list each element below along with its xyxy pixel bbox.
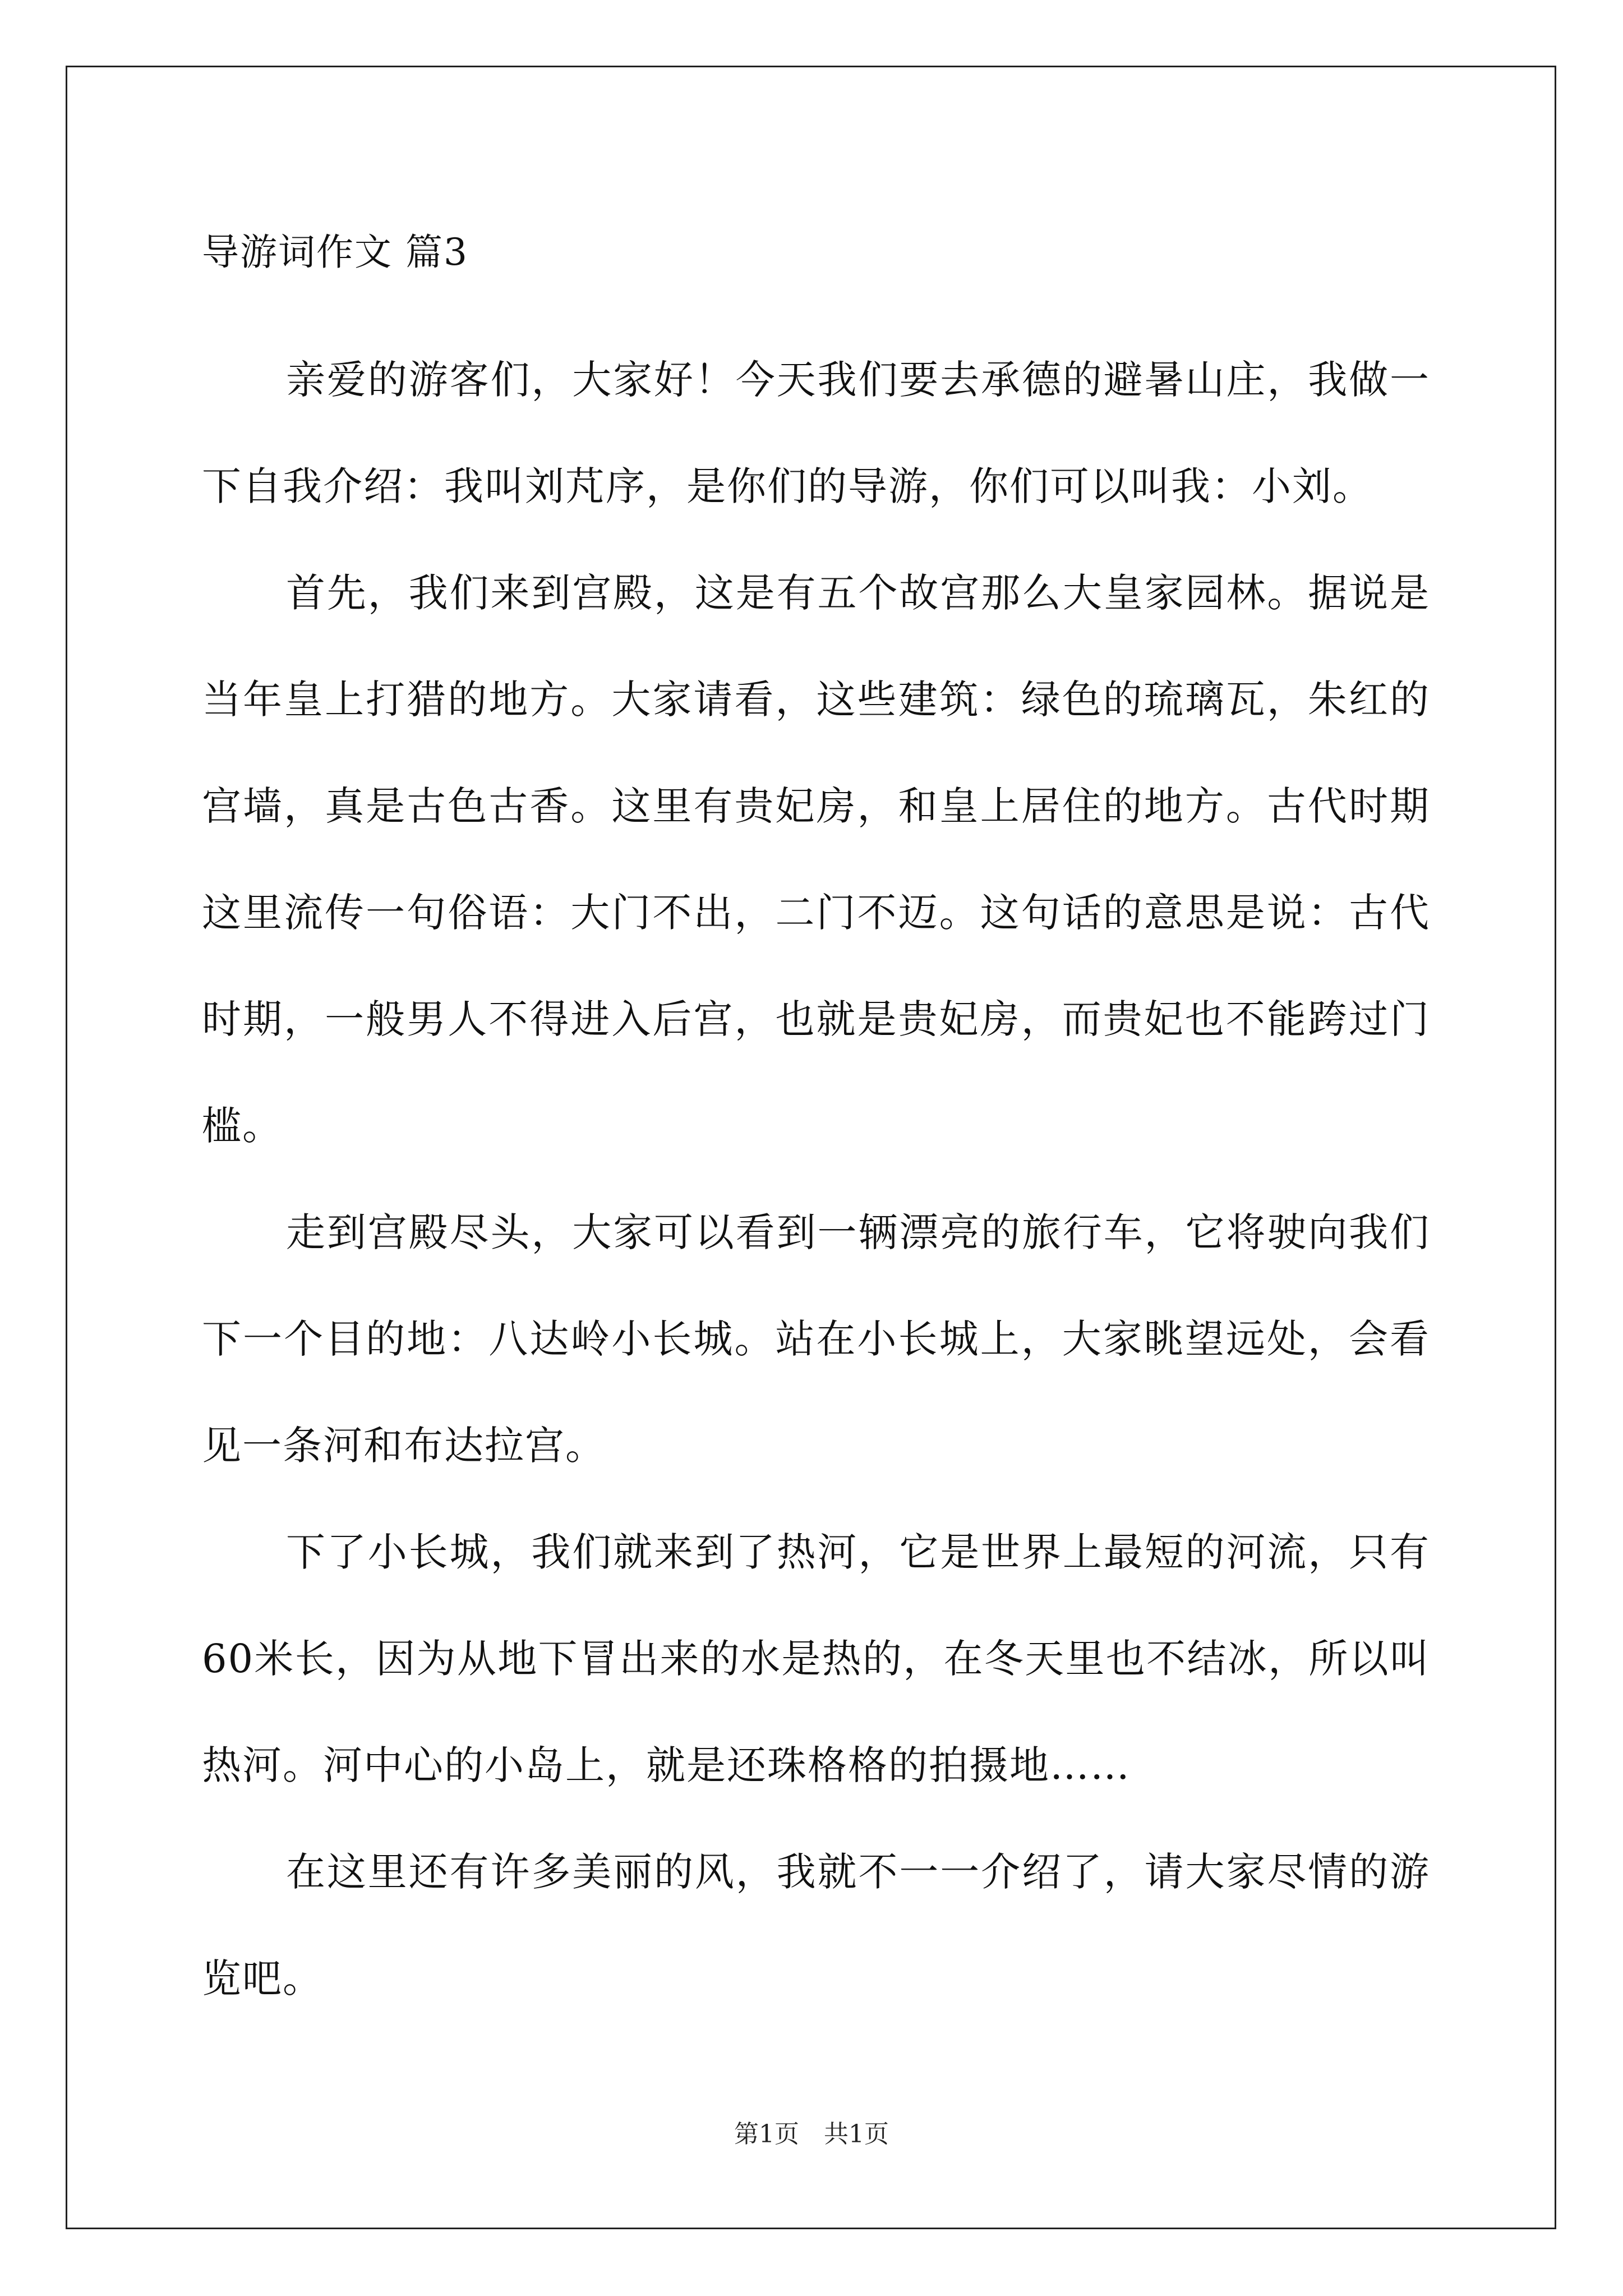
paragraph-great-wall: 走到宫殿尽头，大家可以看到一辆漂亮的旅行车，它将驶向我们下一个目的地：八达岭小长城。站在小长城上，大家眺望远处，会看见一条河和布达拉宫。: [202, 1209, 1430, 1469]
paragraph-greeting: 亲爱的游客们，大家好！今天我们要去承德的避暑山庄，我做一下自我介绍：我叫刘芃序，是你们的导游，你们可以叫我：小刘。: [202, 357, 1430, 509]
paragraph-closing: 在这里还有许多美丽的风，我就不一一介绍了，请大家尽情的游览吧。: [202, 1849, 1430, 2001]
document-body: [202, 224, 1430, 2032]
paragraph-rehe-river: 下了小长城，我们就来到了热河，它是世界上最短的河流，只有60米长，因为从地下冒出来的水是热的，在冬天里也不结冰，所以叫热河。河中心的小岛上，就是还珠格格的拍摄地……: [202, 1529, 1430, 1788]
paragraph-palace: 首先，我们来到宫殿，这是有五个故宫那么大皇家园林。据说是当年皇上打猎的地方。大家请看，这些建筑：绿色的琉璃瓦，朱红的宫墙，真是古色古香。这里有贵妃房，和皇上居住的地方。古代时期这里流传一句俗语：大门不出，二门不迈。这句话的意思是说：古代时期，一般男人不得进入后宫，也就是贵妃房，而贵妃也不能跨过门槛。: [202, 570, 1430, 1149]
document-title: 导游词作文 篇3: [202, 231, 468, 274]
page-footer: 第1页 共1页: [734, 2120, 889, 2148]
